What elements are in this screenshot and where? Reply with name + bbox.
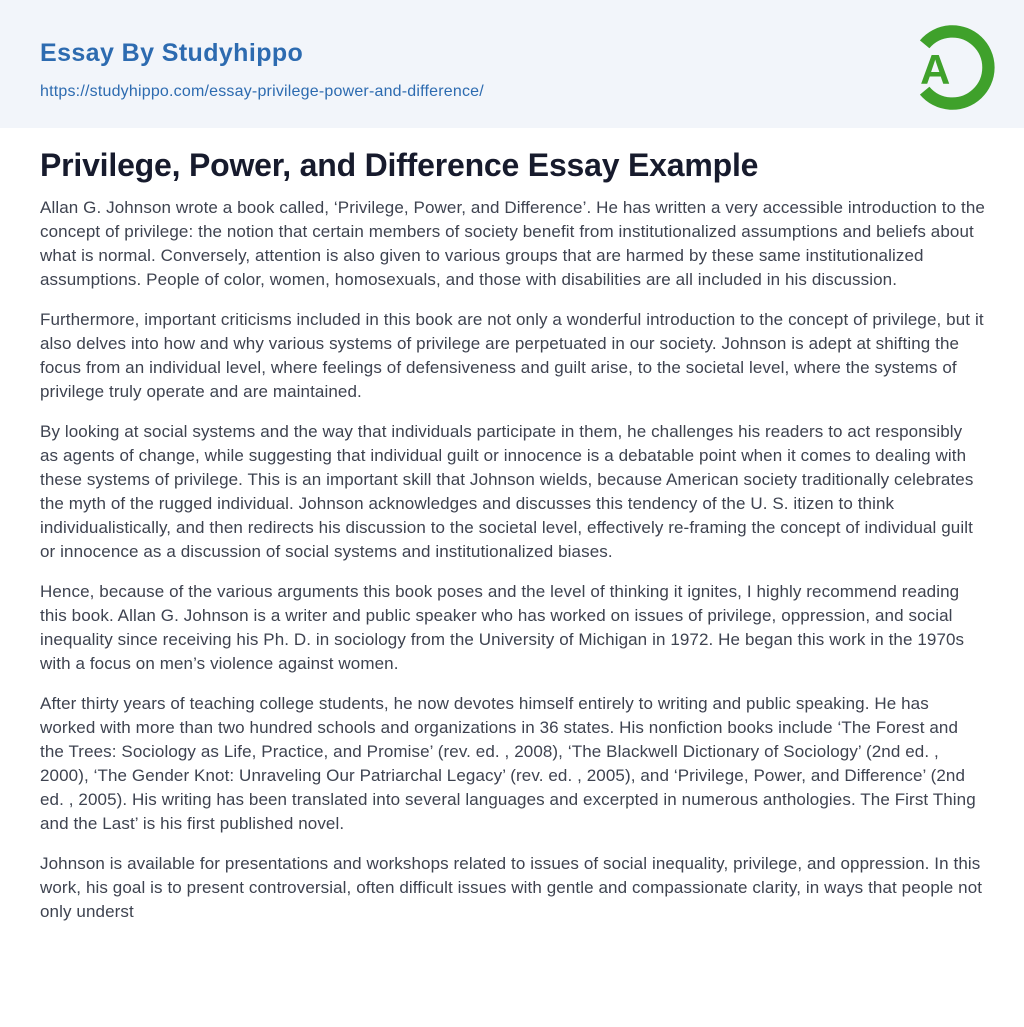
studyhippo-logo-icon [901, 20, 996, 115]
essay-title: Privilege, Power, and Difference Essay Example [40, 147, 759, 183]
essay-paragraph-1: Allan G. Johnson wrote a book called, ‘Privilege, Power, and Difference’. He has written a very accessible introduction to the concept of privilege: the notion that certain members of society benefit from institutionalized assumptions and beliefs about what is normal. Conversely, attention is also given to various groups that are harmed by these same institutionalized assumptions. People of color, women, homosexuals, and those with disabilities are all included in his discussion. [40, 197, 985, 289]
essay-paragraph-2: Furthermore, important criticisms included in this book are not only a wonderful introduction to the concept of privilege, but it also delves into how and why various systems of privilege are perpetuated in our society. Johnson is adept at shifting the focus from an individual level, where feelings of defensiveness and guilt arise, to the societal level, where the systems of privilege truly operate and are maintained. [40, 309, 984, 401]
site-title: Essay By Studyhippo [40, 38, 304, 67]
header-text-block [40, 38, 484, 101]
essay-paragraph-3: By looking at social systems and the way that individuals participate in them, he challenges his readers to act responsibly as agents of change, while suggesting that individual guilt or innocence is a debatable point when it comes to dealing with these systems of privilege. This is an important skill that Johnson wields, because American society traditionally celebrates the myth of the rugged individual. Johnson acknowledges and discusses this tendency of the U. S. itizen to think individualistically, and then redirects his discussion to the societal level, effectively re-framing the concept of individual guilt or innocence as a discussion of social systems and institutionalized biases. [40, 421, 974, 561]
page-url-link[interactable]: https://studyhippo.com/essay-privilege-power-and-difference/ [40, 82, 484, 100]
page-header [0, 0, 1024, 128]
essay-paragraph-6: Johnson is available for presentations and workshops related to issues of social inequality, privilege, and oppression. In this work, his goal is to present controversial, often difficult issues with gentle and compassionate clarity, in ways that people not only underst [40, 853, 983, 921]
logo-letter: A [920, 45, 951, 93]
essay-paragraph-5: After thirty years of teaching college students, he now devotes himself entirely to writing and public speaking. He has worked with more than two hundred schools and organizations in 36 states. His nonfiction books include ‘The Forest and the Trees: Sociology as Life, Practice, and Promise’ (rev. ed. , 2008), ‘The Blackwell Dictionary of Sociology’ (2nd ed. , 2000), ‘The Gender Knot: Unraveling Our Patriarchal Legacy’ (rev. ed. , 2005), and ‘Privilege, Power, and Difference’ (2nd ed. , 2005). His writing has been translated into several languages and excerpted in numerous anthologies. The First Thing and the Last’ is his first published novel. [40, 693, 976, 833]
essay-paragraph-4: Hence, because of the various arguments this book poses and the level of thinking it ignites, I highly recommend reading this book. Allan G. Johnson is a writer and public speaker who has worked on issues of privilege, oppression, and social inequality since receiving his Ph. D. in sociology from the University of Michigan in 1972. He began this work in the 1970s with a focus on men’s violence against women. [40, 581, 965, 673]
essay-content [0, 128, 1024, 924]
